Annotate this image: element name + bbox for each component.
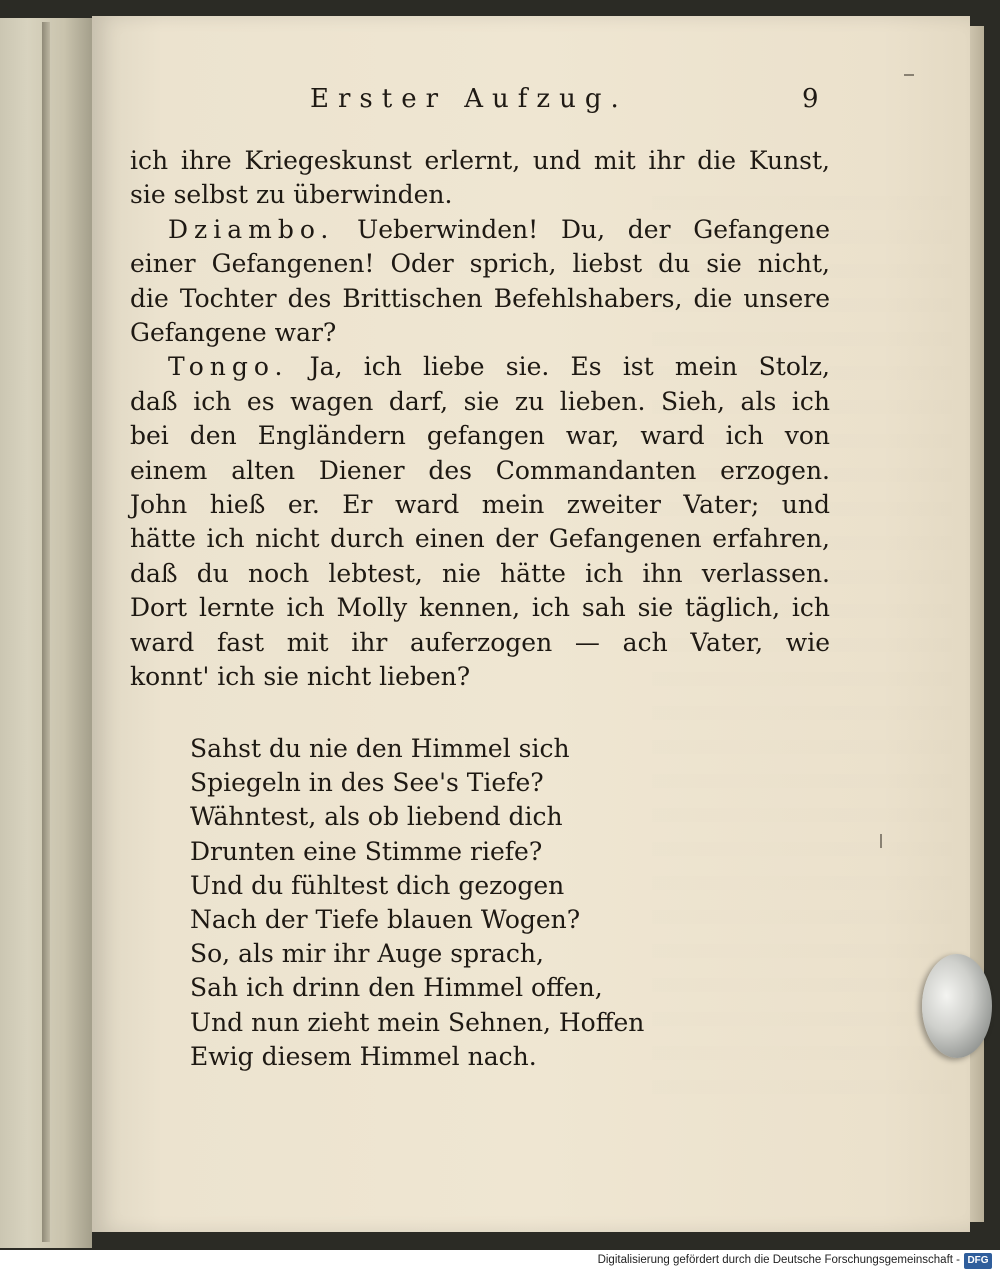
text-line: konnt' ich sie nicht lieben? [130,662,471,692]
verse-line: Sah ich drinn den Himmel offen, [190,973,603,1003]
text-line: Gefangene war? [130,318,337,348]
running-title: Erster Aufzug. [310,84,628,114]
speaker-name: Dziambo. [168,214,335,244]
text-line: bei den Engländern gefangen war, ward ich von [130,421,830,451]
verse-line: Wähntest, als ob liebend dich [190,802,563,832]
text-line: John hieß er. Er ward mein zweiter Vater; und [130,490,830,520]
text-line: Dort lernte ich Molly kennen, ich sah sie täglich, ich [130,593,830,623]
verse-line: Sahst du nie den Himmel sich [190,734,570,763]
footer-bar [0,1250,1000,1274]
text-fragment: Ueberwinden! Du, der Gefangene [357,214,830,244]
page-mark [904,74,914,76]
book-page [92,16,970,1232]
text-line: daß ich es wagen darf, sie zu lieben. Sieh, als ich [130,386,830,416]
left-page-edge [42,22,50,1242]
text-line: sie selbst zu überwinden. [130,180,453,210]
verse-block [190,732,750,1074]
text-line: einem alten Diener des Commandanten erzogen. [130,455,830,485]
paragraph [130,213,830,351]
verse-line: Ewig diesem Himmel nach. [190,1041,537,1071]
text-fragment: Ja, ich liebe sie. Es ist mein Stolz, [309,352,831,382]
dfg-logo: DFG [964,1253,992,1269]
text-line: ward fast mit ihr auferzogen — ach Vater, wie [130,627,830,657]
verse-line: Drunten eine Stimme riefe? [190,836,543,866]
digitization-credit: Digitalisierung gefördert durch die Deutsche Forschungsgemeinschaft - [597,1254,960,1266]
page-mark [880,834,882,848]
paragraph [130,144,830,213]
text-line [130,350,830,384]
prose-text [130,144,830,695]
speaker-name: Tongo. [168,352,289,382]
text-line: daß du noch lebtest, nie hätte ich ihn verlassen. [130,558,830,588]
verse-line: Nach der Tiefe blauen Wogen? [190,905,581,935]
metal-clip [922,954,992,1058]
verse-line: Und du fühltest dich gezogen [190,870,565,900]
text-line: hätte ich nicht durch einen der Gefangenen erfahren, [130,524,830,554]
page-number: 9 [802,84,819,114]
verse-line: Spiegeln in des See's Tiefe? [190,768,544,798]
text-line: die Tochter des Brittischen Befehlshabers, die unsere [130,283,830,313]
text-line [130,213,830,247]
paragraph [130,350,830,694]
text-line: einer Gefangenen! Oder sprich, liebst du sie nicht, [130,249,830,279]
text-line: ich ihre Kriegeskunst erlernt, und mit ihr die Kunst, [130,146,830,175]
verse-line: Und nun zieht mein Sehnen, Hoffen [190,1007,645,1037]
verse-line: So, als mir ihr Auge sprach, [190,939,544,969]
page-header [92,84,970,124]
